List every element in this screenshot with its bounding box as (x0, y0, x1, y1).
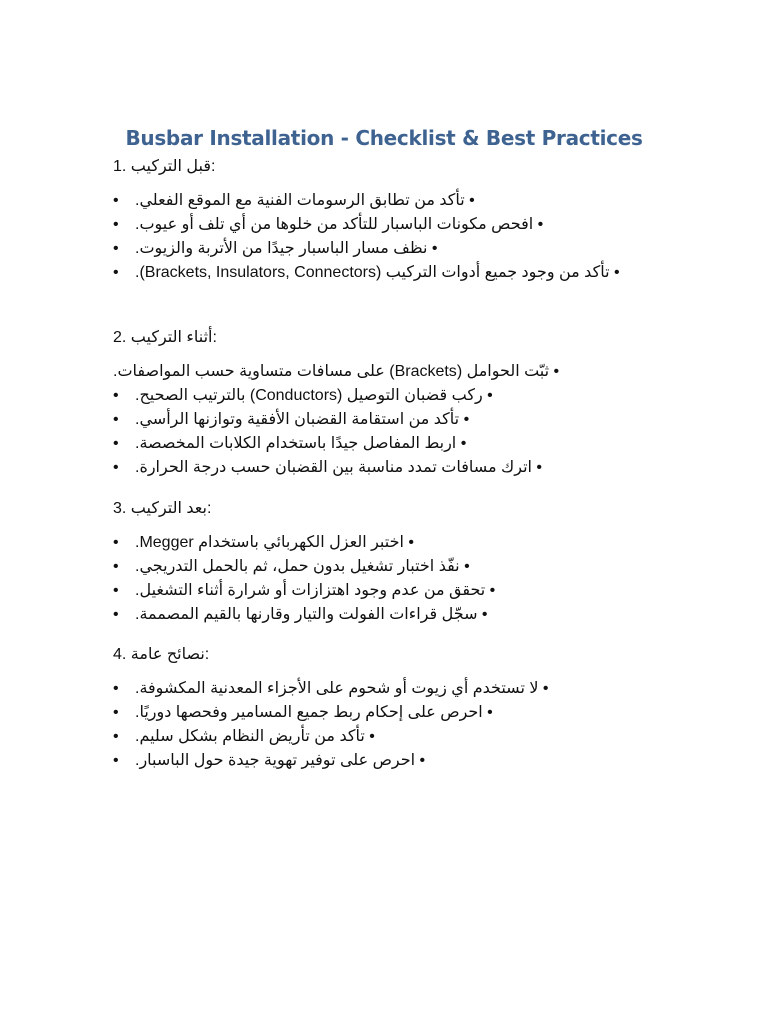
list-item: • • تأكد من تأريض النظام بشكل سليم. (113, 725, 673, 749)
section-heading: 2. أثناء التركيب: (113, 329, 217, 346)
bullet-icon: • (113, 459, 119, 476)
bullet-icon: • (113, 192, 119, 209)
bullet-icon: • (113, 704, 119, 721)
section-after-installation (113, 497, 673, 627)
bullet-icon: • (113, 411, 119, 428)
section-before-installation (113, 155, 673, 285)
bullet-icon: • (113, 240, 119, 257)
list-item: • ثبّت الحوامل (Brackets) على مسافات متساوية حسب المواصفات. (113, 363, 560, 380)
list-item: • • اترك مسافات تمدد مناسبة بين القضبان حسب درجة الحرارة. (113, 456, 673, 480)
bullet-icon: • (113, 216, 119, 233)
list-item: • • احرص على توفير تهوية جيدة حول الباسبار. (113, 749, 673, 773)
list-item: • • سجّل قراءات الفولت والتيار وقارنها بالقيم المصممة. (113, 603, 673, 627)
bullet-icon: • (113, 728, 119, 745)
section-general-tips (113, 643, 673, 773)
list-item: • • اختبر العزل الكهربائي باستخدام Megger. (113, 531, 673, 555)
section-during-installation (113, 326, 673, 480)
list-item: • • تحقق من عدم وجود اهتزازات أو شرارة أثناء التشغيل. (113, 579, 673, 603)
bullet-icon: • (113, 582, 119, 599)
bullet-icon: • (113, 264, 119, 281)
bullet-icon: • (113, 752, 119, 769)
list-item: • • اربط المفاصل جيدًا باستخدام الكلابات المخصصة. (113, 432, 673, 456)
document-title: Busbar Installation - Checklist & Best Practices (125, 126, 643, 150)
bullet-icon: • (113, 534, 119, 551)
bullet-icon: • (113, 435, 119, 452)
list-item: • • تأكد من وجود جميع أدوات التركيب (Brackets, Insulators, Connectors). (113, 261, 673, 285)
list-item: • • نفّذ اختبار تشغيل بدون حمل، ثم بالحمل التدريجي. (113, 555, 673, 579)
checklist (113, 189, 673, 285)
list-item: • • لا تستخدم أي زيوت أو شحوم على الأجزاء المعدنية المكشوفة. (113, 677, 673, 701)
list-item: • • ركب قضبان التوصيل (Conductors) بالترتيب الصحيح. (113, 384, 673, 408)
checklist (113, 384, 673, 480)
bullet-icon: • (113, 558, 119, 575)
bullet-icon: • (113, 680, 119, 697)
list-item: • • تأكد من استقامة القضبان الأفقية وتوازنها الرأسي. (113, 408, 673, 432)
checklist (113, 531, 673, 627)
list-item: • • تأكد من تطابق الرسومات الفنية مع الموقع الفعلي. (113, 189, 673, 213)
section-heading: 4. نصائح عامة: (113, 646, 210, 663)
section-heading: 1. قبل التركيب: (113, 158, 216, 175)
list-item: • • احرص على إحكام ربط جميع المسامير وفحصها دوريًا. (113, 701, 673, 725)
section-heading: 3. بعد التركيب: (113, 500, 212, 517)
checklist (113, 677, 673, 773)
bullet-icon: • (113, 387, 119, 404)
list-item: • • نظف مسار الباسبار جيدًا من الأتربة والزيوت. (113, 237, 673, 261)
list-item: • • افحص مكونات الباسبار للتأكد من خلوها من أي تلف أو عيوب. (113, 213, 673, 237)
bullet-icon: • (113, 606, 119, 623)
